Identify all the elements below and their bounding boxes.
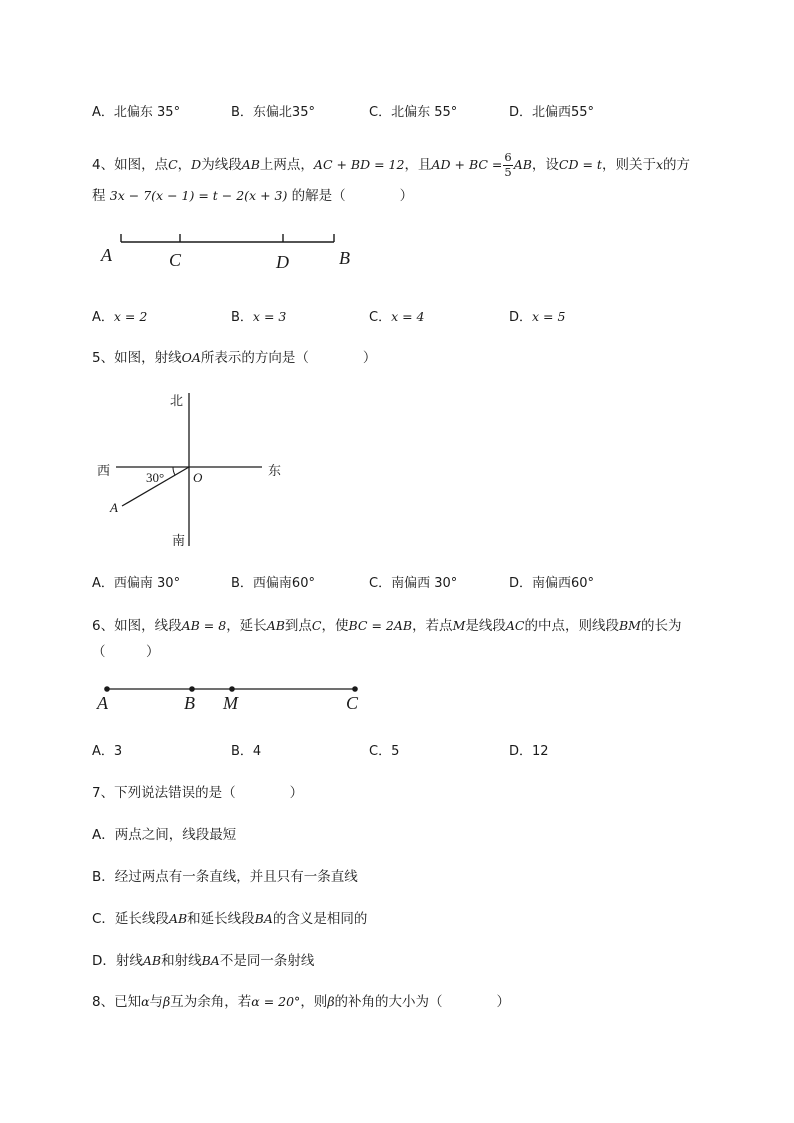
q8-text: 的补角的大小为（ ）: [334, 994, 511, 1010]
q5-label-east: 东: [268, 464, 282, 479]
question-8-stem: [92, 990, 510, 1010]
q6-segment-bm: BM: [618, 618, 641, 633]
q4-main-equation: 3x − 7(x − 1) = t − 2(x + 3): [109, 188, 288, 203]
q4-text: 程: [92, 188, 106, 204]
q5-label-o: O: [193, 470, 203, 485]
q8-text: 8、已知: [92, 994, 142, 1010]
option-value: x = 3: [252, 309, 287, 324]
q8-beta: β: [327, 994, 335, 1009]
q6-equation-2: BC = 2AB: [348, 618, 413, 633]
q6-label-c: C: [346, 693, 359, 713]
q5-text: 所表示的方向是（ ）: [200, 350, 377, 366]
q4-text: 为线段: [201, 157, 242, 173]
option-value: x = 4: [391, 309, 425, 324]
q7-option-a: A．两点之间，线段最短: [92, 827, 237, 843]
q8-text: ，则: [300, 994, 328, 1010]
q6-text: 的长为: [640, 618, 682, 634]
q4-equation-1: AC + BD = 12: [313, 157, 405, 172]
q4-equation-3: CD = t: [558, 157, 602, 172]
q6-segment-ab: AB: [266, 618, 285, 633]
q4-point-d: D: [191, 157, 202, 172]
q7-segment-ab: AB: [168, 911, 188, 926]
q3-option-c: C．北偏东 55°: [369, 105, 458, 120]
option-value: x = 2: [113, 309, 148, 324]
q7-text: 和延长线段: [187, 911, 255, 927]
option-letter: C．: [369, 310, 392, 325]
q4-text: 上两点，: [259, 157, 314, 173]
q7-segment-ba: BA: [254, 911, 273, 926]
q6-dot-m: [229, 686, 235, 692]
q5-label-south: 南: [172, 534, 186, 549]
q4-text: ，设: [531, 157, 559, 173]
q7-option-c: [92, 907, 367, 927]
q4-label-c: C: [169, 250, 182, 270]
q6-text: 到点: [284, 618, 312, 634]
q8-text: 与: [149, 994, 164, 1010]
q4-text: 的方: [663, 157, 691, 173]
q7-text: 和射线: [161, 953, 202, 969]
q5-option-b: B．西偏南60°: [231, 576, 315, 591]
q6-label-a: A: [97, 693, 108, 713]
q4-text: 的解是（ ）: [291, 188, 414, 204]
q4-text: ，且: [404, 157, 432, 173]
q4-equation-2-left: AD + BC =: [431, 157, 503, 172]
q5-label-a: A: [110, 500, 118, 515]
q6-text: ，使: [321, 618, 349, 634]
q6-dot-a: [104, 686, 110, 692]
option-letter: D．: [509, 310, 533, 325]
q6-label-m: M: [223, 693, 238, 713]
q7-ray-ab: AB: [142, 953, 162, 968]
q6-label-b: B: [184, 693, 195, 713]
q6-text: ，若点: [412, 618, 453, 634]
q3-option-a: A．北偏东 35°: [92, 105, 181, 120]
fraction-denominator: 5: [504, 164, 512, 179]
q7-text: 不是同一条射线: [219, 953, 315, 969]
q6-text: 的中点，则线段: [524, 618, 619, 634]
option-letter: B．: [231, 310, 253, 325]
option-letter: A．: [92, 310, 114, 325]
q3-option-b: B．东偏北35°: [231, 105, 315, 120]
q6-option-a: A．3: [92, 744, 123, 759]
q4-label-a: A: [101, 245, 112, 265]
q6-segment-ac: AC: [505, 618, 525, 633]
q7-text: D．射线: [92, 953, 143, 969]
option-value: x = 5: [532, 309, 566, 324]
q6-dot-c: [352, 686, 358, 692]
q7-ray-ba: BA: [201, 953, 220, 968]
q8-beta: β: [163, 994, 171, 1009]
q3-option-d: D．北偏西55°: [509, 105, 595, 120]
q4-variable-x: x: [655, 157, 664, 172]
q4-label-d: D: [276, 252, 289, 272]
q6-text: ，延长: [226, 618, 267, 634]
q5-option-a: A．西偏南 30°: [92, 576, 181, 591]
q4-equation-2-right: AB: [513, 157, 532, 172]
q4-segment-ab: AB: [241, 157, 260, 172]
q6-option-d: D．12: [509, 744, 549, 759]
q5-text: 5、如图，射线: [92, 350, 182, 366]
q5-label-north: 北: [170, 394, 184, 409]
q5-ray-oa: OA: [181, 350, 201, 365]
q6-point-m: M: [452, 618, 466, 633]
question-7-stem: 7、下列说法错误的是（ ）: [92, 785, 304, 801]
q6-option-c: C．5: [369, 744, 400, 759]
q5-option-d: D．南偏西60°: [509, 576, 595, 591]
q5-option-c: C．南偏西 30°: [369, 576, 458, 591]
q6-point-c: C: [311, 618, 322, 633]
fraction-numerator: 6: [504, 150, 512, 164]
q4-text: ，则关于: [601, 157, 656, 173]
q4-point-c: C: [168, 157, 178, 172]
question-6-stem-line2: （ ）: [92, 644, 160, 660]
q7-text: 的含义是相同的: [272, 911, 368, 927]
q6-text: 是线段: [465, 618, 506, 634]
q8-text: 互为余角，若: [170, 994, 252, 1010]
q6-equation-1: AB = 8: [181, 618, 227, 633]
q6-text: 6、如图，线段: [92, 618, 182, 634]
q6-dot-b: [189, 686, 195, 692]
q4-text: 4、如图，点: [92, 157, 169, 173]
q7-text: C．延长线段: [92, 911, 169, 927]
q7-option-d: [92, 949, 314, 969]
q4-text: ，: [177, 157, 192, 173]
q8-alpha: α: [141, 994, 150, 1009]
q7-option-b: B．经过两点有一条直线，并且只有一条直线: [92, 869, 358, 885]
q8-equation: α = 20°: [251, 994, 301, 1009]
q5-angle-label: 30°: [146, 470, 165, 485]
q5-label-west: 西: [97, 464, 111, 479]
q6-option-b: B．4: [231, 744, 262, 759]
q4-label-b: B: [339, 248, 350, 268]
